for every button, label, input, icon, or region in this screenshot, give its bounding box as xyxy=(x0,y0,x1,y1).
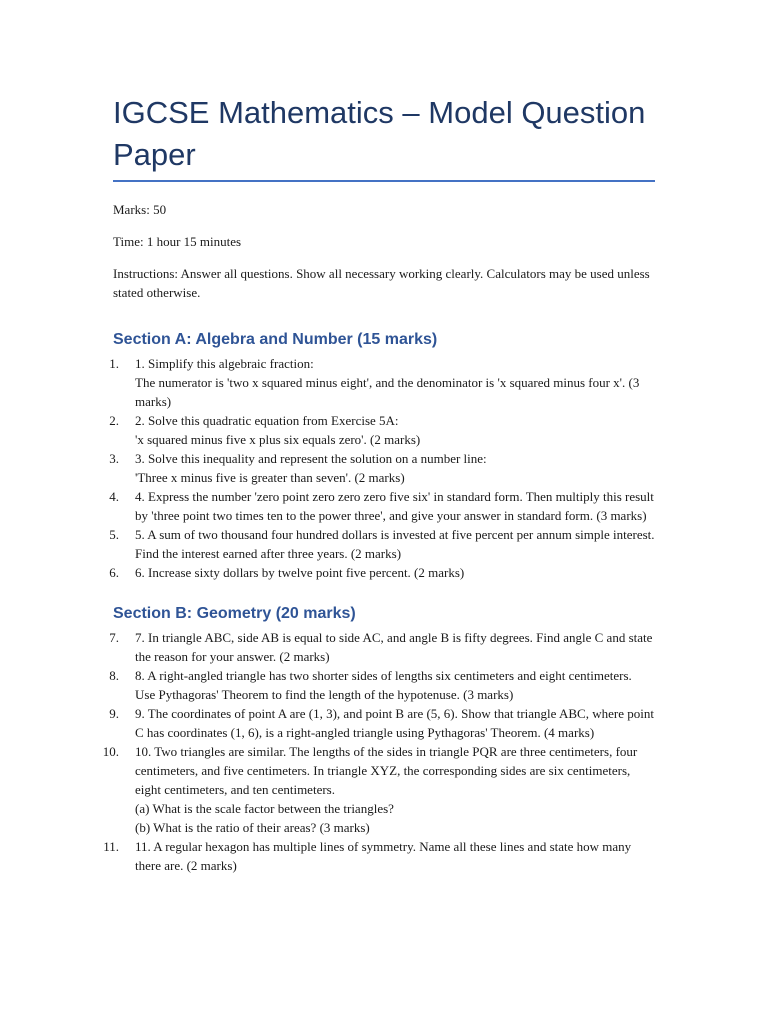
question-item xyxy=(109,487,655,525)
question-text xyxy=(119,563,655,582)
question-number: 8. xyxy=(109,668,119,683)
question-number: 5. xyxy=(109,527,119,542)
question-line: (b) What is the ratio of their areas? (3 marks) xyxy=(135,820,370,835)
question-item xyxy=(109,449,655,487)
question-line: 6. Increase sixty dollars by twelve point five percent. (2 marks) xyxy=(135,565,465,580)
question-line: 8. A right-angled triangle has two shorter sides of lengths six centimeters and eight centimeters. Use Pythagoras' Theorem to find the length of the hypotenuse. (3 marks) xyxy=(135,668,632,702)
question-text xyxy=(119,704,655,742)
question-line: 5. A sum of two thousand four hundred dollars is invested at five percent per annum simple interest. Find the interest earned after three years. (2 marks) xyxy=(135,527,655,561)
question-item xyxy=(109,628,655,666)
page-title: IGCSE Mathematics – Model Question Paper xyxy=(113,95,646,172)
section-b-heading: Section B: Geometry (20 marks) xyxy=(113,605,356,622)
question-item xyxy=(109,525,655,563)
question-item xyxy=(103,837,655,875)
question-line: 'Three x minus five is greater than seven'. (2 marks) xyxy=(135,470,405,485)
question-number: 2. xyxy=(109,413,119,428)
question-line: 4. Express the number 'zero point zero zero zero five six' in standard form. Then multiply this result by 'three point two times ten to the power three', and give your answer in standard form. (3 marks) xyxy=(135,489,654,523)
section-a-question-list xyxy=(109,354,655,582)
title-divider xyxy=(113,180,655,182)
question-number: 7. xyxy=(109,630,119,645)
question-text xyxy=(119,837,655,875)
question-line: The numerator is 'two x squared minus eight', and the denominator is 'x squared minus four x'. (3 marks) xyxy=(135,375,640,409)
instructions-text: Instructions: Answer all questions. Show all necessary working clearly. Calculators may be used unless stated otherwise. xyxy=(113,266,650,300)
document-page xyxy=(102,92,655,875)
question-item xyxy=(109,666,655,704)
question-item xyxy=(109,563,655,582)
question-line: 7. In triangle ABC, side AB is equal to side AC, and angle B is fifty degrees. Find angle C and state the reason for your answer. (2 marks) xyxy=(135,630,653,664)
section-a-heading: Section A: Algebra and Number (15 marks) xyxy=(113,331,438,348)
question-line: 'x squared minus five x plus six equals zero'. (2 marks) xyxy=(135,432,421,447)
question-number: 3. xyxy=(109,451,119,466)
question-line: 9. The coordinates of point A are (1, 3), and point B are (5, 6). Show that triangle ABC, where point C has coordinates (1, 6), is a right-angled triangle using Pythagoras' Theorem. (4 marks) xyxy=(135,706,654,740)
question-number: 1. xyxy=(109,356,119,371)
question-item xyxy=(102,742,655,837)
question-line: (a) What is the scale factor between the triangles? xyxy=(135,801,394,816)
question-line: 11. A regular hexagon has multiple lines of symmetry. Name all these lines and state how many there are. (2 marks) xyxy=(135,839,632,873)
question-text xyxy=(119,449,655,487)
question-number: 9. xyxy=(109,706,119,721)
question-line: 1. Simplify this algebraic fraction: xyxy=(135,356,314,371)
time-line: Time: 1 hour 15 minutes xyxy=(113,234,242,249)
question-item xyxy=(109,704,655,742)
question-text xyxy=(119,411,655,449)
question-text xyxy=(119,487,655,525)
question-text xyxy=(119,354,655,411)
question-number: 10. xyxy=(102,744,119,759)
marks-line: Marks: 50 xyxy=(113,202,167,217)
question-line: 3. Solve this inequality and represent the solution on a number line: xyxy=(135,451,487,466)
question-line: 2. Solve this quadratic equation from Exercise 5A: xyxy=(135,413,399,428)
question-line: 10. Two triangles are similar. The lengths of the sides in triangle PQR are three centimeters, four centimeters, and five centimeters. In triangle XYZ, the corresponding sides are six centimeters, eight centimeters, and ten centimeters. xyxy=(135,744,638,797)
question-number: 4. xyxy=(109,489,119,504)
question-number: 6. xyxy=(109,565,119,580)
section-b-question-list xyxy=(102,628,655,875)
question-item xyxy=(109,354,655,411)
question-text xyxy=(119,742,655,837)
question-text xyxy=(119,628,655,666)
question-number: 11. xyxy=(103,839,119,854)
question-item xyxy=(109,411,655,449)
question-text xyxy=(119,525,655,563)
question-text xyxy=(119,666,655,704)
